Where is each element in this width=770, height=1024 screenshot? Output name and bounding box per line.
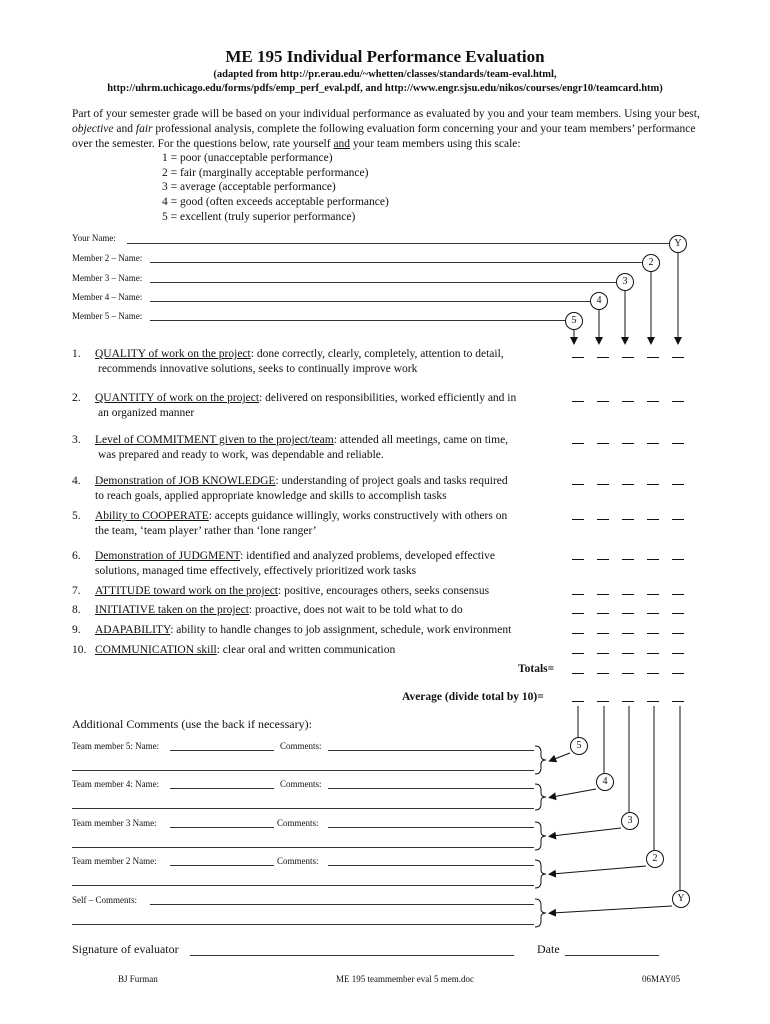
comment-field[interactable] [328,827,534,828]
rating-blank[interactable] [597,633,609,634]
rating-blank[interactable] [622,594,634,595]
question-heading: Demonstration of JUDGMENT [95,550,241,562]
question-heading: ATTITUDE toward work on the project [95,585,278,597]
question-description: : delivered on responsibilities, worked efficiently and in [259,392,517,404]
rating-blank[interactable] [622,401,634,402]
scale-item: 1 = poor (unacceptable performance) [162,152,333,164]
rating-blank[interactable] [622,519,634,520]
marker-member-4: 4 [590,292,608,310]
rating-blank[interactable] [647,519,659,520]
question-description: : understanding of project goals and tasks required [275,475,508,487]
member-2-name-field[interactable] [150,262,642,263]
rating-blank[interactable] [597,443,609,444]
footer-filename: ME 195 teammember eval 5 mem.doc [336,974,474,984]
rating-blank[interactable] [572,519,584,520]
rating-blank[interactable] [572,594,584,595]
total-blank[interactable] [672,673,684,674]
comment-continuation-field[interactable] [72,770,534,771]
comment-row-label: Team member 3 Name: [72,818,157,828]
question-number: 2. [72,392,81,404]
comment-continuation-field[interactable] [72,924,534,925]
rating-blank[interactable] [597,519,609,520]
comment-row-label: Self – Comments: [72,895,137,905]
question-text [95,347,570,376]
comment-field[interactable] [328,788,534,789]
comment-marker: 2 [646,850,664,868]
rating-blank[interactable] [597,484,609,485]
rating-blank[interactable] [622,653,634,654]
rating-blank[interactable] [597,613,609,614]
comment-row-label: Team member 4: Name: [72,779,160,789]
rating-blank[interactable] [647,653,659,654]
rating-blank[interactable] [647,357,659,358]
rating-blank[interactable] [647,484,659,485]
rating-blank[interactable] [572,559,584,560]
rating-blank[interactable] [672,653,684,654]
question-text [95,584,570,599]
comments-label: Comments: [280,779,322,789]
rating-blank[interactable] [597,653,609,654]
comments-heading: Additional Comments (use the back if necessary): [72,717,312,731]
rating-blank[interactable] [572,484,584,485]
question-description: : proactive, does not wait to be told what to do [248,604,463,616]
total-blank[interactable] [572,673,584,674]
intro-text-3: your team members using this scale: [350,138,521,150]
comment-marker: 5 [570,737,588,755]
question-description-cont: recommends innovative solutions, seeks to continually improve work [98,362,418,375]
question-heading: Ability to COOPERATE [95,510,209,522]
question-text [95,643,570,658]
comment-continuation-field[interactable] [72,847,534,848]
question-description-cont: solutions, managed time effectively, effectively prioritized work tasks [95,564,417,577]
rating-blank[interactable] [647,613,659,614]
question-description: : attended all meetings, came on time, [333,434,509,446]
intro-and-underlined: and [333,138,351,150]
rating-blank[interactable] [647,443,659,444]
footer-date: 06MAY05 [642,974,681,984]
marker-member-2: 2 [642,254,660,272]
question-text [95,391,570,420]
comment-field[interactable] [328,865,534,866]
rating-blank[interactable] [572,633,584,634]
intro-paragraph [72,107,712,152]
date-field[interactable] [565,955,659,956]
question-number: 6. [72,550,81,562]
question-description-cont: was prepared and ready to work, was dependable and reliable. [98,448,384,461]
intro-text-1: Part of your semester grade will be based on your individual performance as evaluated by you and your team members. Using your best, [72,108,700,120]
rating-blank[interactable] [572,443,584,444]
marker-member-3: 3 [616,273,634,291]
member-3-name-field[interactable] [150,282,616,283]
question-description: : ability to handle changes to job assignment, schedule, work environment [170,624,512,636]
question-number: 1. [72,348,81,360]
comment-row-label: Team member 5: Name: [72,741,160,751]
self-comment-field[interactable] [150,904,534,905]
question-description: : identified and analyzed problems, developed effective [240,550,495,562]
comment-field[interactable] [328,750,534,751]
totals-label: Totals= [518,663,555,675]
rating-blank[interactable] [622,613,634,614]
question-number: 9. [72,624,81,636]
question-number: 8. [72,604,81,616]
total-blank[interactable] [597,673,609,674]
source-line-1: (adapted from http://pr.erau.edu/~whetten/classes/standards/team-eval.html, [213,69,557,80]
question-description: : done correctly, clearly, completely, attention to detail, [250,348,504,360]
question-heading: QUALITY of work on the project [95,348,251,360]
rating-blank[interactable] [672,559,684,560]
comments-label: Comments: [277,856,319,866]
rating-blank[interactable] [622,633,634,634]
question-number: 5. [72,510,81,522]
scale-item: 4 = good (often exceeds acceptable performance) [162,196,389,208]
comment-row-label: Team member 2 Name: [72,856,157,866]
comment-continuation-field[interactable] [72,808,534,809]
question-description: : accepts guidance willingly, works constructively with others on [208,510,508,522]
intro-text-2: professional analysis, complete the following evaluation form concerning your and your team members’ performance over the semester. For the questions below, rate yourself [72,123,696,150]
question-description-cont: the team, ‘team player’ rather than ‘lone ranger’ [95,524,317,537]
rating-blank[interactable] [672,401,684,402]
date-label: Date [537,942,560,956]
rating-blank[interactable] [647,401,659,402]
average-blank[interactable] [647,701,659,702]
comment-marker: 3 [621,812,639,830]
average-blank[interactable] [672,701,684,702]
question-description-cont: an organized manner [98,406,195,419]
member-5-name-field[interactable] [150,320,565,321]
rating-blank[interactable] [647,594,659,595]
member-4-label: Member 4 – Name: [72,292,143,302]
scale-item: 5 = excellent (truly superior performance) [162,211,356,223]
source-line-2: http://uhrm.uchicago.edu/forms/pdfs/emp_perf_eval.pdf, and http://www.engr.sjsu.edu/nikos/courses/engr10/teamcard.htm) [107,83,663,94]
question-number: 3. [72,434,81,446]
average-blank[interactable] [622,701,634,702]
question-text [95,623,570,638]
question-heading: Demonstration of JOB KNOWLEDGE [95,475,276,487]
rating-blank[interactable] [647,633,659,634]
marker-your: Y [669,235,687,253]
question-text [95,433,570,462]
comment-name-field[interactable] [170,827,274,828]
comment-name-field[interactable] [170,788,274,789]
rating-blank[interactable] [672,519,684,520]
rating-blank[interactable] [672,357,684,358]
comment-marker: 4 [596,773,614,791]
question-description: : positive, encourages others, seeks consensus [278,585,490,597]
average-blank[interactable] [597,701,609,702]
average-blank[interactable] [572,701,584,702]
comments-label: Comments: [277,818,319,828]
rating-blank[interactable] [672,633,684,634]
question-text [95,549,570,578]
question-text [95,509,570,538]
your-name-field[interactable] [127,243,669,244]
question-heading: ADAPABILITY [95,624,171,636]
rating-blank[interactable] [572,357,584,358]
question-number: 10. [72,644,87,656]
rating-blank[interactable] [572,653,584,654]
rating-blank[interactable] [672,443,684,444]
total-blank[interactable] [647,673,659,674]
rating-blank[interactable] [597,594,609,595]
total-blank[interactable] [622,673,634,674]
comments-label: Comments: [280,741,322,751]
rating-blank[interactable] [672,484,684,485]
average-label: Average (divide total by 10)= [402,691,544,703]
question-description: : clear oral and written communication [216,644,396,656]
question-number: 4. [72,475,81,487]
rating-blank[interactable] [672,613,684,614]
rating-blank[interactable] [672,594,684,595]
marker-member-5: 5 [565,312,583,330]
intro-objective: objective [72,123,114,135]
comment-marker: Y [672,890,690,908]
rating-blank[interactable] [572,613,584,614]
intro-fair: fair [135,123,153,135]
signature-label: Signature of evaluator [72,942,179,956]
member-3-label: Member 3 – Name: [72,273,143,283]
rating-blank[interactable] [597,357,609,358]
signature-field[interactable] [190,955,514,956]
comment-continuation-field[interactable] [72,885,534,886]
page-title: ME 195 Individual Performance Evaluation [225,47,545,66]
question-text [95,474,570,503]
question-heading: Level of COMMITMENT given to the project/team [95,434,334,446]
question-heading: INITIATIVE taken on the project [95,604,249,616]
rating-blank[interactable] [647,559,659,560]
rating-blank[interactable] [597,401,609,402]
rating-blank[interactable] [622,357,634,358]
member-4-name-field[interactable] [150,301,590,302]
question-heading: COMMUNICATION skill [95,644,217,656]
your-name-label: Your Name: [72,233,116,243]
comment-name-field[interactable] [170,865,274,866]
rating-blank[interactable] [597,559,609,560]
comment-name-field[interactable] [170,750,274,751]
question-description-cont: to reach goals, applied appropriate knowledge and skills to accomplish tasks [95,489,447,502]
question-heading: QUANTITY of work on the project [95,392,260,404]
rating-blank[interactable] [622,559,634,560]
member-5-label: Member 5 – Name: [72,311,143,321]
intro-and: and [113,123,136,135]
rating-blank[interactable] [572,401,584,402]
scale-item: 3 = average (acceptable performance) [162,181,336,193]
footer-author: BJ Furman [118,974,158,984]
rating-blank[interactable] [622,484,634,485]
rating-blank[interactable] [622,443,634,444]
question-text [95,603,570,618]
scale-item: 2 = fair (marginally acceptable performance) [162,167,369,179]
question-number: 7. [72,585,81,597]
member-2-label: Member 2 – Name: [72,253,143,263]
